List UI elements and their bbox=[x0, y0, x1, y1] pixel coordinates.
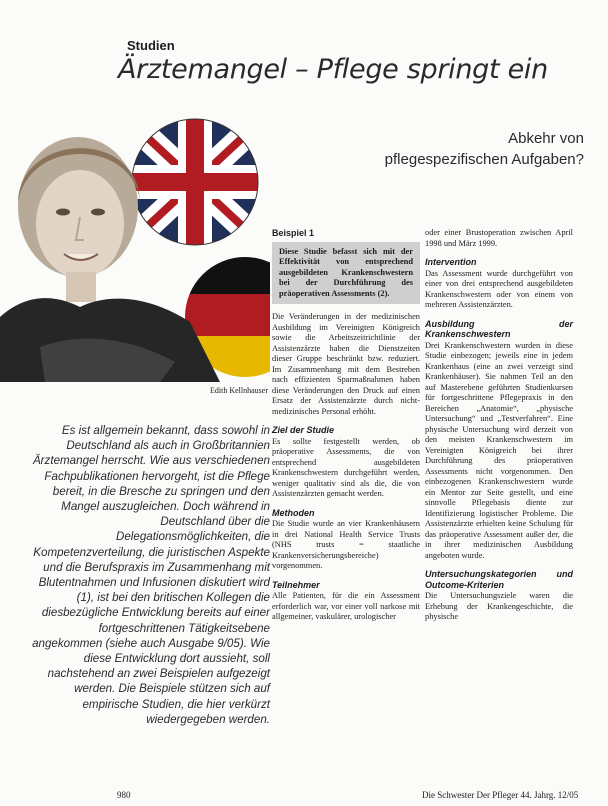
heading-ziel: Ziel der Studie bbox=[272, 425, 335, 435]
paragraph-ziel: Es sollte festgestellt werden, ob präoperative Assessments, die von entsprechend ausgebildeten Krankenschwestern durchgeführt werden, weniger qualitativ sind als die, die von Assistenzärzten gemacht werden. bbox=[272, 436, 420, 498]
photo-caption: Edith Kellnhauser bbox=[210, 386, 268, 395]
section-label: Studien bbox=[127, 38, 175, 53]
author-photo bbox=[0, 112, 270, 382]
heading-intervention: Intervention bbox=[425, 257, 477, 267]
heading-teilnehmer: Teilnehmer bbox=[272, 579, 320, 590]
paragraph-methoden: Die Studie wurde an vier Krankenhäusern in drei National Health Service Trusts (NHS trusts = staatliche Krankenversicherungsbereiche) vorgenommen. bbox=[272, 519, 420, 570]
page-title: Ärztemangel – Pflege springt ein bbox=[118, 54, 548, 85]
journal-footer: Die Schwester Der Pfleger 44. Jahrg. 12/05 bbox=[422, 790, 579, 800]
page-number: 980 bbox=[117, 790, 131, 800]
subtitle-line-1: Abkehr von bbox=[508, 130, 584, 147]
lead-paragraph bbox=[30, 423, 270, 727]
column2-intro: Die Veränderungen in der medizinischen Ausbildung im Vereinigten Königreich sowie die Arbeitszeitrichtlinie der Assistenzärzte haben die Dienstzeiten dieser Gruppe beschränkt bzw. reduziert. Im Zusammenhang mit dem Bestreben nach effizienten Sparmaßnahmen haben diese Veränderungen den Druck auf einen Ersatz der Assistenzärzte durch nicht-medizinisches Personal erhöht. bbox=[272, 312, 420, 416]
paragraph-intervention: Das Assessment wurde durchgeführt von einer von drei entsprechend ausgebildeten Krankenschwestern oder von einem von mehreren Assistenzärzten. bbox=[425, 268, 573, 309]
column-2 bbox=[272, 228, 420, 631]
paragraph-ausbildung: Drei Krankenschwestern wurden in diese Studie einbezogen; jeweils eine in jedem Krankenhaus (eine an zwei verzeigt sind Krankenhäuser). Sie nahmen Teil an den auf Masterebene geführten Studienkursen für fortgeschrittene Pflegepraxis in den Bereichen „Anatomie“, „physische Untersuchung“ und „Testverfahren“. Eine physische Untersuchung wird derzeit von den meisten Krankenschwestern im Vereinigten Königreich bei ihrer Durchführung des präoperativen Assessments nicht vorgenommen. Den einbezogenen Krankenschwestern wurde ein Mentor zur Seite gestellt, und eine sinnvolle Pflegebasis diente zur Identifizierung logistischer Probleme. Die Assistenzärzte erhielten keine Schulung für das präoperative Assessment außer der, die in ihrer medizinischen Ausbildung angeboten wurde. bbox=[425, 340, 573, 560]
box-heading: Beispiel 1 bbox=[272, 228, 315, 238]
info-box: Diese Studie befasst sich mit der Effektivität von entsprechend ausgebildeten Krankenschwestern bei der Durchführung des präoperativen Assessments (2). bbox=[272, 242, 420, 305]
lead-text: Es ist allgemein bekannt, dass sowohl in Deutschland als auch in Großbritannien Ärztemangel herrscht. Wie aus verschiedenen Fachpublikationen hervorgeht, ist die Pflege bereit, in die Bresche zu springen und den Mangel auszugleichen. Doch während in Deutschland über die Delegationsmöglichkeiten, die Kompetenzverteilung, die juristischen Aspekte und die Berufspraxis im Zusammenhang mit Blutentnahmen und Infusionen diskutiert wird (1), ist bei den britischen Kollegen die diesbezügliche Entwicklung bereits auf einer fortgeschrittenen Tätigkeitsebene angekommen (siehe auch Ausgabe 9/05). Wie diese Entwicklung dort aussieht, soll nachstehend an zwei Beispielen aufgezeigt werden. Die Beispiele stützen sich auf empirische Studien, die hier verkürzt wiedergegeben werden. bbox=[32, 424, 270, 726]
portrait-image bbox=[0, 112, 270, 382]
heading-ausbildung: Ausbildung der Krankenschwestern bbox=[425, 318, 573, 339]
heading-methoden: Methoden bbox=[272, 507, 315, 518]
heading-untersuchung: Untersuchungskategorien und Outcome-Kriterien bbox=[425, 569, 573, 590]
subtitle bbox=[330, 128, 584, 170]
subtitle-line-2: pflegespezifischen Aufgaben? bbox=[384, 151, 584, 168]
column3-continuation: oder einer Brustoperation zwischen April 1998 und März 1999. bbox=[425, 228, 573, 248]
paragraph-untersuchung: Die Untersuchungsziele waren die Erhebung der Krankengeschichte, die physische bbox=[425, 591, 573, 621]
column-3 bbox=[425, 228, 573, 631]
paragraph-teilnehmer: Alle Patienten, für die ein Assessment erforderlich war, vor einer voll narkose mit allgemeiner, vaskulärer, urologischer bbox=[272, 591, 420, 621]
